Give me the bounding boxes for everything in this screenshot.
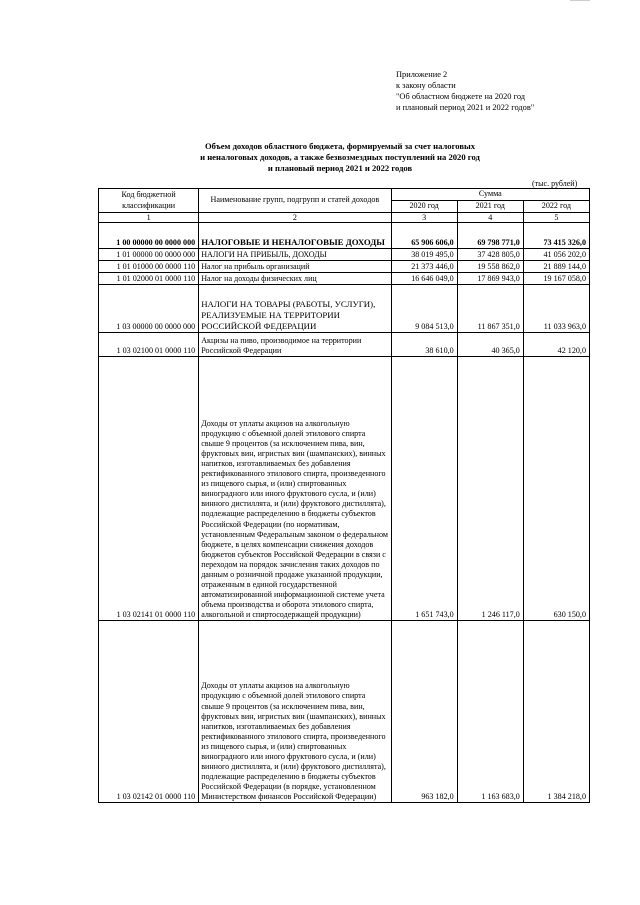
row-value-2020: 16 646 049,0	[391, 273, 457, 285]
header-code: Код бюджетной классификации	[99, 189, 199, 213]
column-numbers-row	[99, 213, 590, 223]
column-number: 4	[457, 213, 523, 223]
row-value-2021: 1 246 117,0	[457, 357, 523, 621]
row-code: 1 01 00000 00 0000 000	[99, 249, 199, 261]
row-value-2020: 65 906 606,0	[391, 223, 457, 249]
row-value-2021: 40 365,0	[457, 333, 523, 357]
table-row	[99, 249, 590, 261]
row-name: НАЛОГОВЫЕ И НЕНАЛОГОВЫЕ ДОХОДЫ	[199, 223, 391, 249]
row-value-2022: 630 150,0	[523, 357, 589, 621]
column-number: 5	[523, 213, 589, 223]
row-name: Налог на прибыль организаций	[199, 261, 391, 273]
row-name: Доходы от уплаты акцизов на алкогольную продукцию с объемной долей этилового спирта свыше 9 процентов (за исключением пива, вин, фруктовых вин, игристых вин (шампанских), винных напитков, изготавливаемых без добавления ректификованного этилового спирта, произведенного из пищевого сырья, и (или) спиртованных виноградного или иного фруктового сусла, и (или) винного дистиллята, и (или) фруктового дистиллята), подлежащие распределению в бюджеты субъектов Российской Федерации (по нормативам, установленным Федеральным законом о федеральном бюджете, в целях компенсации снижения доходов бюджетов субъектов Российской Федерации в связи с переходом на порядок зачисления таких доходов по данным о розничной продаже указанной продукции, отраженным в единой государственной автоматизированной информационной системе учета объема производства и оборота этилового спирта, алкогольной и спиртосодержащей продукции)	[199, 357, 391, 621]
table-row	[99, 223, 590, 249]
row-value-2021: 37 428 805,0	[457, 249, 523, 261]
row-value-2021: 11 867 351,0	[457, 285, 523, 333]
table-row	[99, 273, 590, 285]
row-name: Налог на доходы физических лиц	[199, 273, 391, 285]
header-name: Наименование групп, подгрупп и статей доходов	[199, 189, 391, 213]
table-row	[99, 285, 590, 333]
row-value-2020: 38 019 495,0	[391, 249, 457, 261]
revenue-table	[98, 188, 590, 803]
units-label: (тыс. рублей)	[532, 179, 578, 188]
row-name: Акцизы на пиво, производимое на территории Российской Федерации	[199, 333, 391, 357]
title-line: и неналоговых доходов, а также безвозмездных поступлений на 2020 год	[200, 152, 480, 162]
row-value-2021: 69 798 771,0	[457, 223, 523, 249]
scan-mark	[570, 0, 590, 1]
row-value-2022: 21 889 144,0	[523, 261, 589, 273]
row-name: НАЛОГИ НА ПРИБЫЛЬ, ДОХОДЫ	[199, 249, 391, 261]
row-value-2020: 963 182,0	[391, 621, 457, 803]
header-year-2020: 2020 год	[391, 201, 457, 213]
appendix-line: и плановый период 2021 и 2022 годов"	[396, 103, 535, 112]
row-value-2022: 42 120,0	[523, 333, 589, 357]
table-row	[99, 261, 590, 273]
row-code: 1 03 00000 00 0000 000	[99, 285, 199, 333]
row-value-2020: 38 610,0	[391, 333, 457, 357]
row-value-2020: 1 651 743,0	[391, 357, 457, 621]
appendix-note	[396, 69, 534, 113]
row-name: Доходы от уплаты акцизов на алкогольную продукцию с объемной долей этилового спирта свыше 9 процентов (за исключением пива, вин, фруктовых вин, игристых вин (шампанских), винных напитков, изготавливаемых без добавления ректификованного этилового спирта, произведенного из пищевого сырья, и (или) спиртованных виноградного или иного фруктового сусла, и (или) винного дистиллята, и (или) фруктового дистиллята), подлежащие распределению в бюджеты субъектов Российской Федерации (в порядке, установленном Министерством финансов Российской Федерации)	[199, 621, 391, 803]
column-number: 1	[99, 213, 199, 223]
row-code: 1 03 02141 01 0000 110	[99, 357, 199, 621]
row-code: 1 00 00000 00 0000 000	[99, 223, 199, 249]
appendix-line: "Об областном бюджете на 2020 год	[396, 92, 526, 101]
row-code: 1 03 02142 01 0000 110	[99, 621, 199, 803]
row-value-2022: 19 167 058,0	[523, 273, 589, 285]
row-code: 1 03 02100 01 0000 110	[99, 333, 199, 357]
table-row	[99, 621, 590, 803]
header-year-2022: 2022 год	[523, 201, 589, 213]
appendix-line: Приложение 2	[396, 70, 448, 79]
table-row	[99, 357, 590, 621]
row-value-2020: 9 084 513,0	[391, 285, 457, 333]
row-value-2022: 73 415 326,0	[523, 223, 589, 249]
row-value-2022: 11 033 963,0	[523, 285, 589, 333]
appendix-line: к закону области	[396, 81, 456, 90]
title-line: Объем доходов областного бюджета, формируемый за счет налоговых	[204, 141, 476, 151]
row-value-2020: 21 373 446,0	[391, 261, 457, 273]
header-sum: Сумма	[391, 189, 589, 201]
row-code: 1 01 01000 00 0000 110	[99, 261, 199, 273]
row-value-2021: 17 869 943,0	[457, 273, 523, 285]
row-value-2021: 19 558 862,0	[457, 261, 523, 273]
column-number: 3	[391, 213, 457, 223]
header-year-2021: 2021 год	[457, 201, 523, 213]
row-code: 1 01 02000 01 0000 110	[99, 273, 199, 285]
title-line: и плановый период 2021 и 2022 годов	[267, 163, 413, 173]
row-value-2021: 1 163 683,0	[457, 621, 523, 803]
column-number: 2	[199, 213, 391, 223]
document-title	[150, 141, 530, 174]
row-value-2022: 41 056 202,0	[523, 249, 589, 261]
row-name: НАЛОГИ НА ТОВАРЫ (РАБОТЫ, УСЛУГИ), РЕАЛИЗУЕМЫЕ НА ТЕРРИТОРИИ РОССИЙСКОЙ ФЕДЕРАЦИИ	[199, 285, 391, 333]
header-row	[99, 189, 590, 201]
table-row	[99, 333, 590, 357]
row-value-2022: 1 384 218,0	[523, 621, 589, 803]
